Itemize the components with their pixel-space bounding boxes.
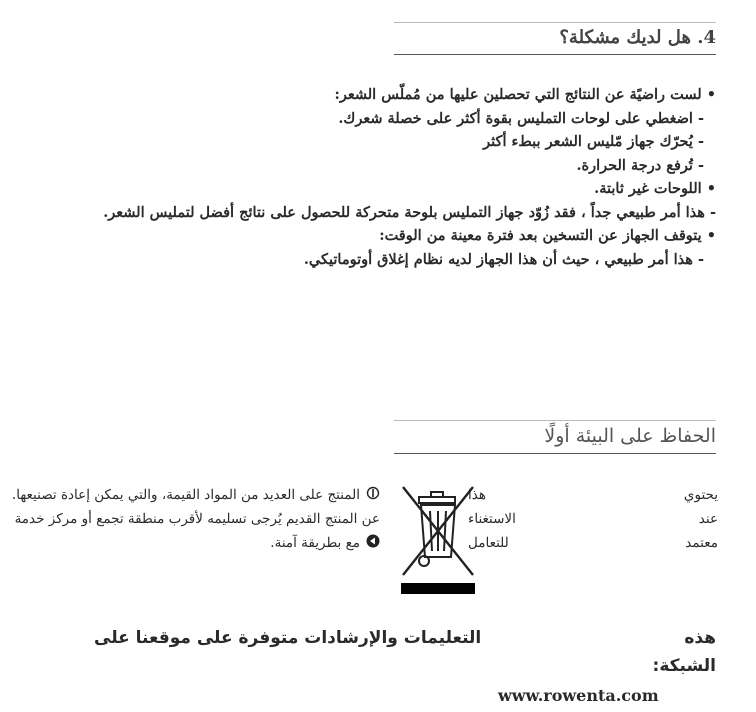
instructions-text: التعليمات والإرشادات متوفرة على موقعنا على bbox=[94, 628, 482, 648]
environment-section-title: الحفاظ على البيئة أولًا bbox=[394, 420, 716, 454]
problem-line-4: - تُرفع درجة الحرارة. bbox=[576, 156, 704, 174]
problem-section-title: 4. هل لديك مشكلة؟ bbox=[394, 22, 716, 55]
env-left-row: عن المنتج القديم يُرجى تسليمه لأقرب منطقة تجمع أو مركز خدمة bbox=[14, 511, 380, 527]
problem-line-1: • لست راضيًة عن النتائج التي تحصلين عليها من مُملّس الشعر: bbox=[334, 86, 716, 103]
problem-line-5: • اللوحات غير ثابتة. bbox=[594, 180, 716, 197]
environment-text-right bbox=[468, 483, 718, 555]
env-left-row: المنتج على العديد من المواد القيمة، والتي يمكن إعادة تصنيعها. bbox=[36, 483, 380, 507]
env-right-row: عند الاستغناء bbox=[468, 511, 718, 527]
env-right-row: يحتوي هذا bbox=[468, 487, 718, 503]
website-link[interactable]: www.rowenta.com bbox=[498, 686, 659, 705]
arrow-icon bbox=[366, 532, 380, 556]
problem-line-6: - هذا أمر طبيعي جداً ، فقد زُوّد جهاز التمليس بلوحة متحركة للحصول على نتائج أفضل لتمليس الشعر. bbox=[103, 203, 716, 221]
env-left-row: مع بطريقة آمنة. bbox=[36, 531, 380, 555]
instructions-word: هذه bbox=[684, 628, 716, 648]
problem-line-3: - يُحرّك جهاز مّليس الشعر ببطء أكثر bbox=[483, 133, 704, 150]
crossed-out-bin-icon bbox=[397, 483, 479, 595]
env-right-row: معتمد للتعامل bbox=[468, 535, 718, 551]
instructions-word-2: الشبكة: bbox=[652, 656, 716, 676]
problem-section-body bbox=[40, 83, 716, 271]
problem-line-2: - اضغطي على لوحات التمليس بقوة أكثر على خصلة شعرك. bbox=[338, 109, 704, 127]
problem-line-8: - هذا أمر طبيعي ، حيث أن هذا الجهاز لديه نظام إغلاق أوتوماتيكي. bbox=[303, 250, 704, 268]
environment-text-left bbox=[11, 483, 380, 555]
problem-line-7: • يتوقف الجهاز عن التسخين بعد فترة معينة من الوقت: bbox=[379, 227, 716, 244]
recycle-icon bbox=[366, 484, 380, 508]
